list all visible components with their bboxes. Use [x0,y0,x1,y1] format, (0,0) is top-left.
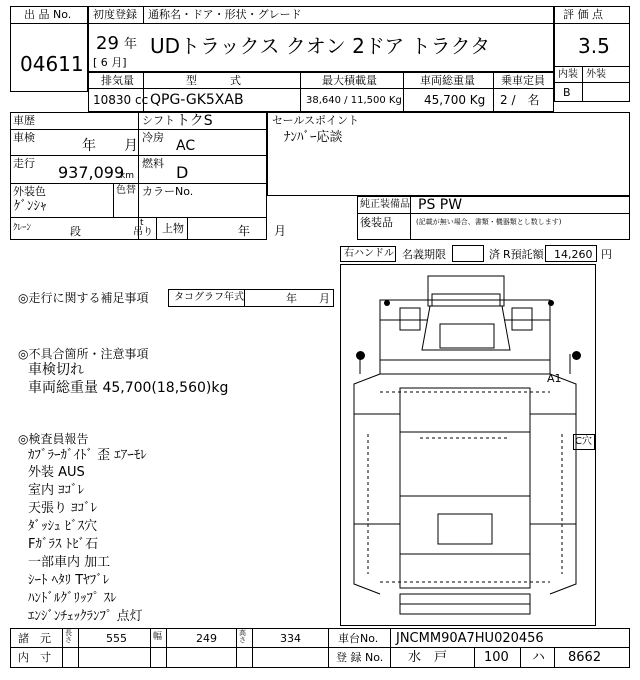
exterior-grade-label: 外装 [586,69,606,80]
color-label: 外装色 [13,185,46,198]
length-label: 長さ [65,629,72,644]
mileage-label: 走行 [13,157,35,170]
inspector-line-6: Fｶﾞﾗｽ ﾄﾋﾞ石 [28,537,99,552]
steering-value: 右ハンドル [344,248,394,259]
model-type-value: QPG-GK5XAB [150,92,244,108]
mount-label: 上物 [162,222,184,235]
tachograph-label: タコグラフ年式 [174,292,244,303]
aftermarket-note: (記載が無い場合、書類・機器類とし数します) [416,218,562,226]
inspection-label: 車検 [13,131,35,144]
first-registration-label: 初度登録 [93,8,137,21]
registration-label: 登 録 No. [336,651,384,664]
displacement-value: 10830 cc [93,93,149,107]
inspector-line-2: 外装 AUS [28,465,85,480]
chassis-value: JNCMM90A7HU020456 [396,631,544,646]
truck-outline [340,264,596,626]
length-value: 555 [106,632,127,645]
recycle-unit: 円 [601,248,612,261]
dims-label: 諸 元 [18,632,51,645]
model-type-label: 型 式 [186,74,241,87]
lot-number: 04611 [20,52,84,76]
interior-grade-value: B [563,86,571,99]
sales-point-text: ﾅﾝﾊﾞｰ応談 [284,130,343,145]
height-label: 高さ [239,629,246,644]
crane-step: 段 [70,225,81,238]
crane-ton: t [140,218,144,228]
score-value: 3.5 [578,34,610,58]
ac-value: AC [176,138,196,154]
registration-kana: ハ [532,650,546,665]
color-value: ｹﾞﾝｼｬ [14,199,47,214]
color-number-label: カラーNo. [142,185,194,198]
registration-year-unit: 年 [124,37,138,52]
mirror-left [384,300,390,306]
inspector-line-7: 一部車内 加工 [28,555,111,570]
inspector-line-3: 室内 ﾖｺﾞﾚ [28,483,85,498]
max-load-value: 38,640 / 11,500 Kg [306,95,402,106]
inspector-line-4: 天張り ﾖｺﾞﾚ [28,501,98,516]
registration-number: 8662 [568,650,602,665]
width-value: 249 [196,632,217,645]
damage-mark-a1: A1 [547,372,562,385]
chassis-label: 車台No. [338,632,379,645]
lot-label: 出 品 No. [24,8,72,21]
inspector-line-9: ﾊﾝﾄﾞﾙｸﾞﾘｯﾌﾟ ｽﾚ [28,591,117,606]
defect-line-1: 車検切れ [28,362,84,378]
shift-value: トクS [176,113,213,129]
defect-line-2: 車両総重量 45,700(18,560)kg [28,380,229,396]
mount-value: 年 月 [238,224,287,238]
name-change-box [452,245,484,262]
interior-grade-label: 内装 [558,69,578,80]
height-value: 334 [280,632,301,645]
inspector-title: ◎検査員報告 [18,432,89,446]
recycle-value: 14,260 [554,248,593,261]
capacity-value: 2 / 名 [500,93,540,107]
gross-weight-value: 45,700 Kg [424,93,486,107]
history-label: 車歴 [13,114,35,127]
inspection-value: 年 月 [82,138,138,154]
sales-point-label: セールスポイント [272,114,360,127]
shift-label: シフト [142,114,175,127]
mileage-unit: km [120,171,134,181]
ac-label: 冷房 [142,131,164,144]
color-change-label: 色替 [116,185,136,196]
fuel-label: 燃料 [142,157,164,170]
mileage-value: 937,099 [58,163,125,182]
fuel-value: D [176,163,189,182]
driving-notes-title: ◎走行に関する補足事項 [18,291,149,305]
inspector-line-8: ｼｰﾄ ﾍﾀﾘ Tﾔﾌﾞﾚ [28,573,110,588]
inspector-line-1: ｶﾌﾞﾗｰｶﾞｲﾄﾞ 歪 ｴｱｰﾓﾚ [28,448,147,463]
defect-title: ◎不具合箇所・注意事項 [18,347,149,361]
name-change-label: 名義期限 [402,248,446,261]
max-load-label: 最大積載量 [322,74,377,87]
equipment-value: PS PW [418,197,463,213]
recycle-label: 済 [489,248,500,261]
registration-area: 水 戸 [408,650,448,665]
model-name-label: 通称名・ドア・形状・グレード [148,8,302,21]
wheel-front-left [356,351,365,360]
registration-year: 29 [96,33,119,54]
width-label: 幅 [153,632,163,642]
registration-month: [ 6 月] [93,56,127,69]
inspector-line-10: ｴﾝｼﾞﾝﾁｪｯｸﾗﾝﾌﾟ 点灯 [28,609,143,624]
tachograph-value: 年 月 [286,292,330,305]
model-name: UDトラックス クオン 2ドア トラクタ [150,34,491,58]
crane-label: ｸﾚｰﾝ [13,223,32,233]
wheel-front-right [572,351,581,360]
registration-class: 100 [484,650,509,665]
capacity-label: 乗車定員 [501,74,545,87]
aftermarket-label: 後装品 [360,216,393,229]
damage-mark-c: C穴 [575,436,592,447]
displacement-label: 排気量 [101,74,134,87]
crane-lift: 吊り [133,227,153,238]
inner-dims-label: 内 寸 [18,651,51,664]
inspector-line-5: ﾀﾞｯｼｭ ﾋﾞｽ穴 [28,519,98,534]
recycle-deposit-label: R預託額 [503,248,544,261]
mirror-right [548,300,554,306]
score-label: 評 価 点 [563,8,603,21]
gross-weight-label: 車両総重量 [420,74,475,87]
equipment-label: 純正装備品 [360,199,410,210]
